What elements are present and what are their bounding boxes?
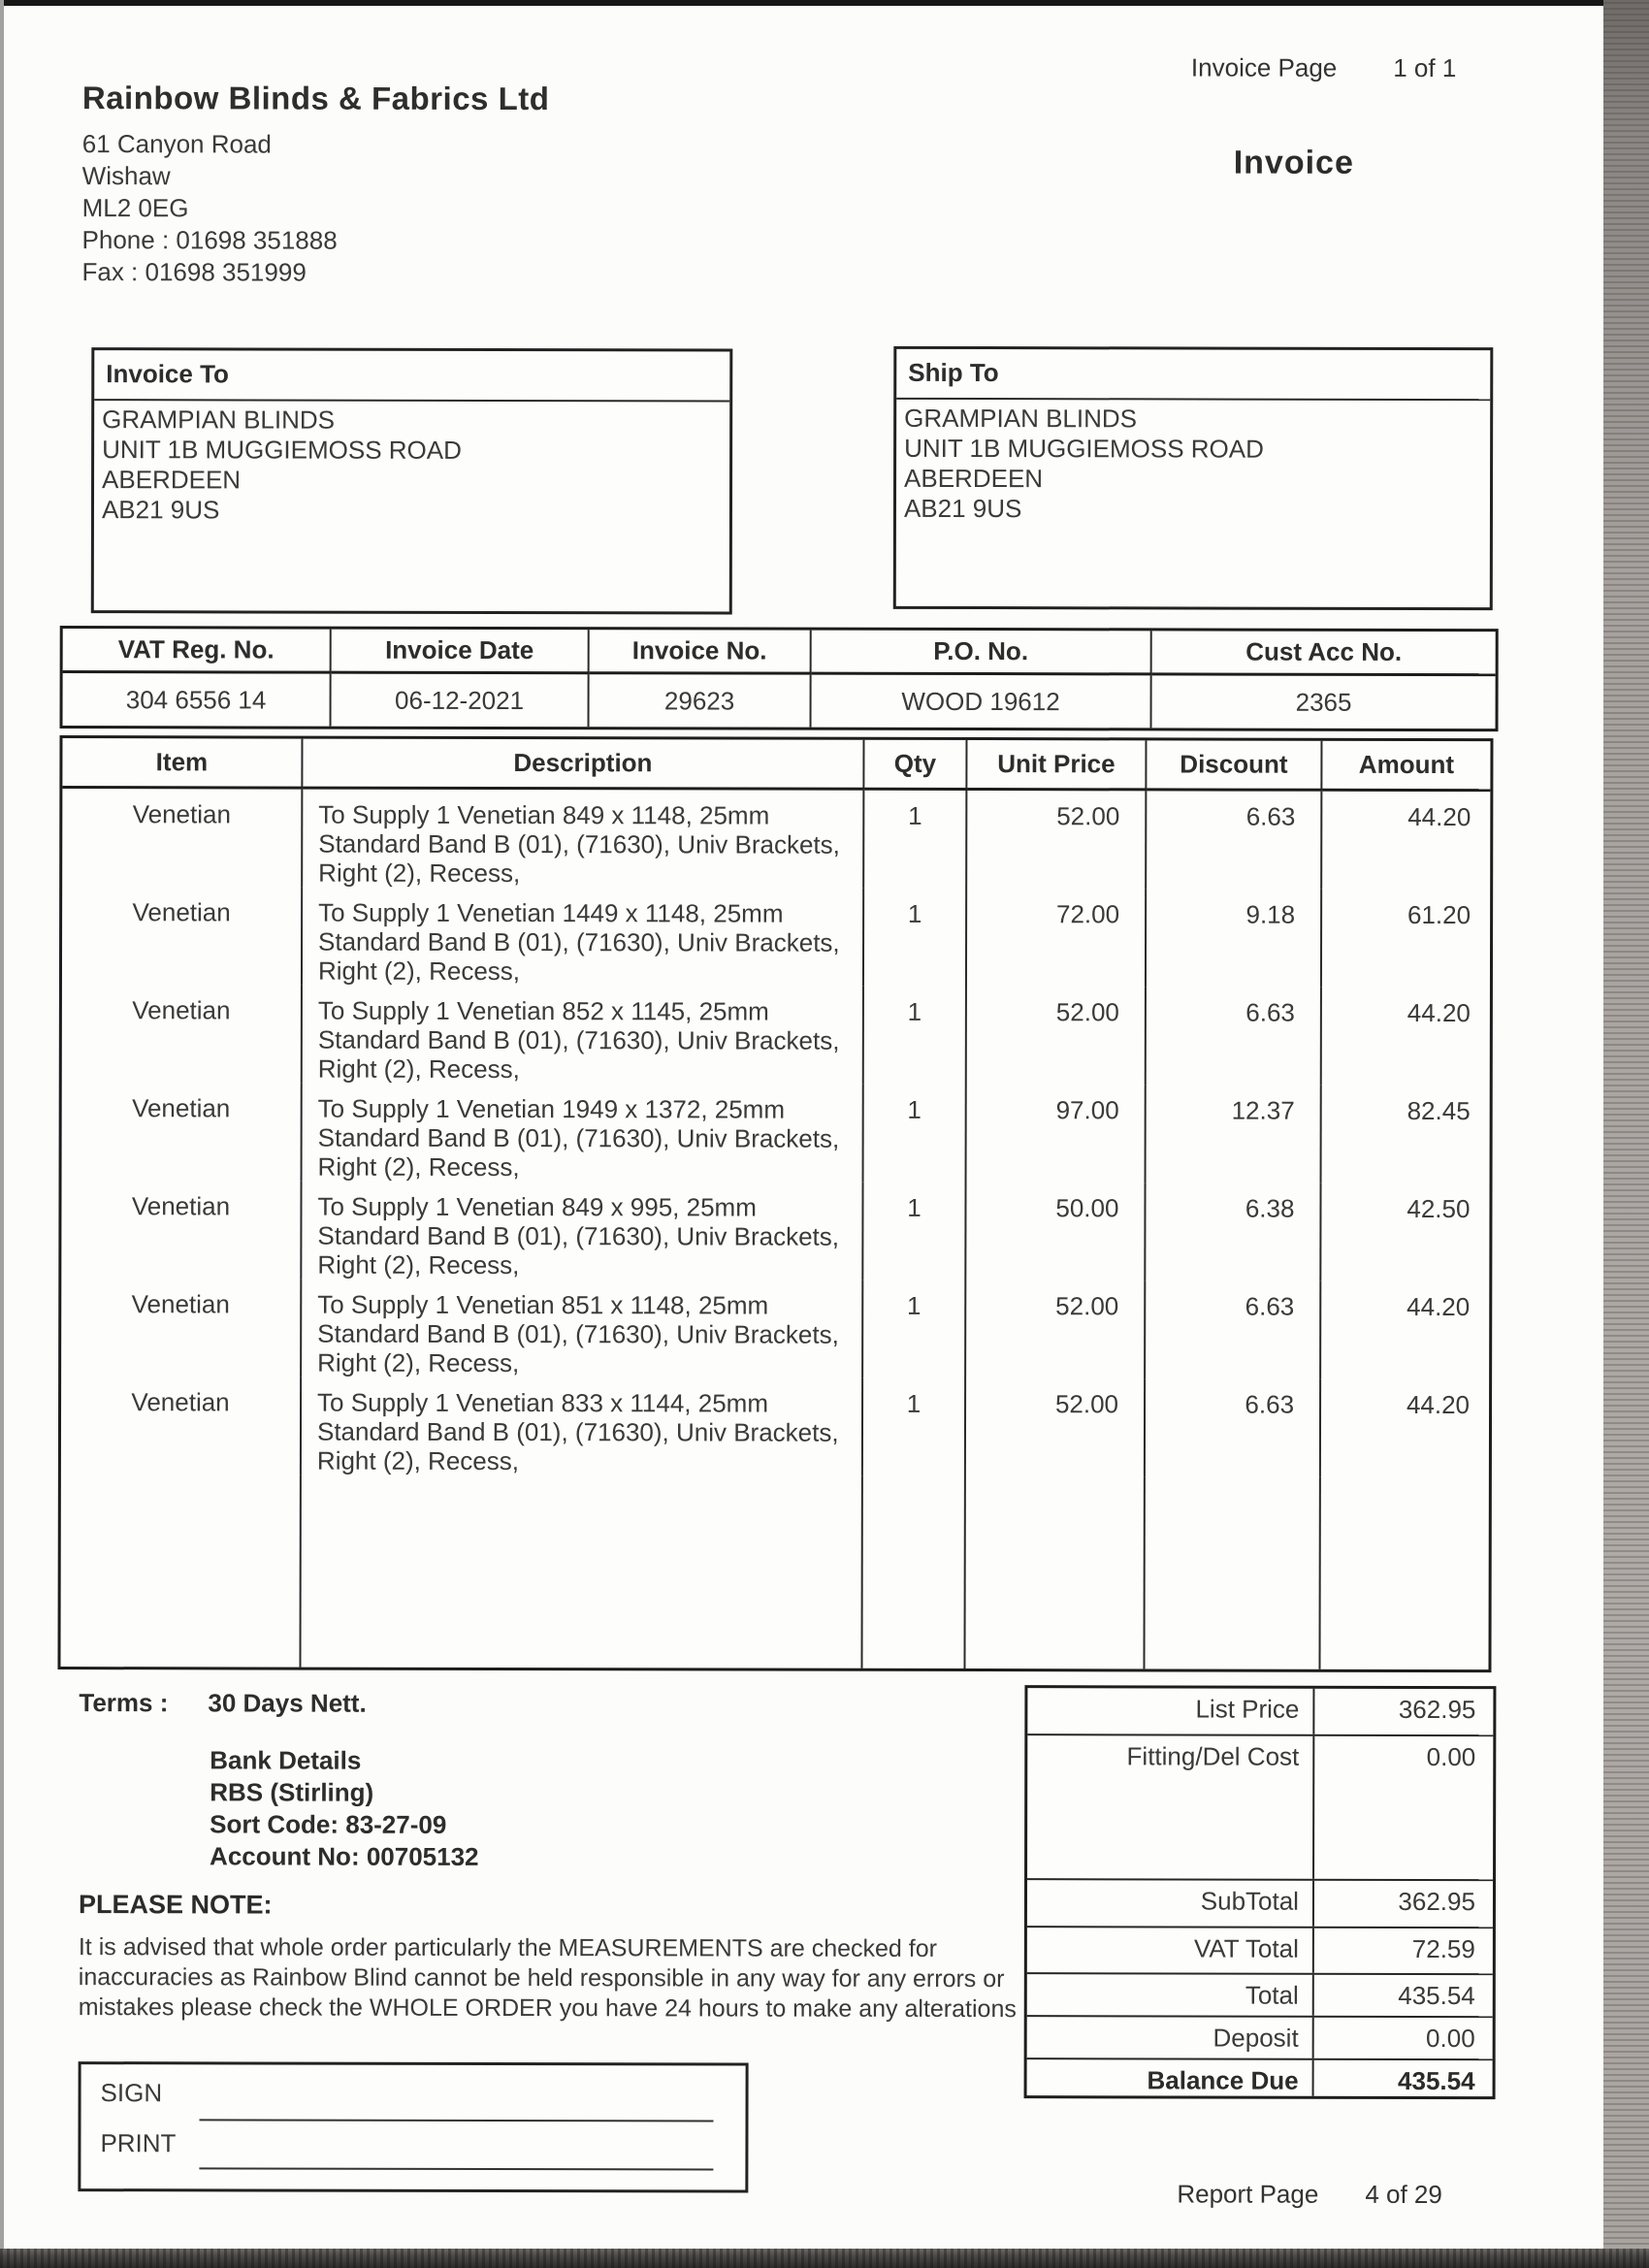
totals-value: 72.59	[1312, 1928, 1493, 1973]
totals-row-fitting-del-cost	[1027, 1735, 1493, 1881]
item-description-line: Right (2), Recess,	[316, 1445, 520, 1476]
company-fax: Fax : 01698 351999	[81, 257, 307, 287]
item-unit-price: 97.00	[967, 1085, 1147, 1183]
report-page-label: Report Page	[1177, 2179, 1319, 2209]
item-amount: 61.20	[1407, 899, 1471, 930]
item-description-line: To Supply 1 Venetian 852 x 1145, 25mm	[317, 995, 769, 1026]
item-description-line: To Supply 1 Venetian 849 x 1148, 25mm	[318, 799, 770, 830]
item-amount: 44.20	[1406, 997, 1471, 1028]
info-value-po-no: WOOD 19612	[812, 675, 1152, 729]
please-note-heading: PLEASE NOTE:	[78, 1890, 273, 1920]
item-discount: 6.63	[1147, 791, 1322, 889]
address-line: 61 Canyon Road	[81, 129, 272, 159]
totals-value: 362.95	[1312, 1881, 1493, 1927]
item-description	[303, 986, 864, 1085]
item-qty: 1	[864, 1085, 967, 1183]
totals-row-list-price	[1027, 1688, 1493, 1736]
totals-label: Balance Due	[1147, 2065, 1299, 2095]
ship-to-line: ABERDEEN	[904, 463, 1044, 494]
note-line: mistakes please check the WHOLE ORDER you have 24 hours to make any alterations	[78, 1993, 1017, 2024]
items-header-description: Description	[303, 739, 864, 791]
item-description	[302, 1280, 863, 1378]
totals-label: Total	[1245, 1981, 1299, 2011]
print-label: PRINT	[100, 2128, 177, 2158]
item-description-line: Right (2), Recess,	[317, 1347, 520, 1378]
item-amount: 42.50	[1406, 1193, 1471, 1224]
items-header-discount: Discount	[1147, 740, 1322, 791]
bank-details-heading: Bank Details	[210, 1745, 362, 1775]
totals-value: 0.00	[1312, 1736, 1493, 1880]
invoice-to-line: AB21 9US	[101, 495, 220, 525]
totals-value: 435.54	[1312, 1975, 1493, 2016]
company-phone: Phone : 01698 351888	[81, 225, 338, 255]
item-discount: 6.38	[1146, 1183, 1321, 1280]
item-unit-price: 52.00	[967, 987, 1147, 1085]
totals-label: Fitting/Del Cost	[1126, 1741, 1300, 1771]
item-description-line: Right (2), Recess,	[317, 1151, 520, 1183]
item-name: Venetian	[62, 985, 303, 1084]
totals-value: 0.00	[1312, 2018, 1493, 2058]
item-amount: 44.20	[1406, 1389, 1471, 1420]
totals-value: 435.54	[1312, 2060, 1493, 2096]
info-header-vat-reg: VAT Reg. No.	[63, 629, 332, 674]
item-description-line: Standard Band B (01), (71630), Univ Brackets,	[317, 1024, 840, 1055]
items-header-qty: Qty	[864, 740, 967, 791]
info-header-invoice-date: Invoice Date	[332, 630, 590, 675]
sign-line	[200, 2119, 714, 2122]
table-filler	[60, 1474, 301, 1668]
info-header-po-no: P.O. No.	[812, 631, 1152, 676]
invoice-to-line: GRAMPIAN BLINDS	[102, 405, 336, 435]
item-unit-price: 50.00	[966, 1183, 1146, 1280]
item-description-line: Right (2), Recess,	[317, 1249, 520, 1280]
terms-label: Terms :	[79, 1688, 169, 1718]
totals-value: 362.95	[1312, 1689, 1493, 1734]
table-filler	[965, 1476, 1145, 1669]
info-value-vat-reg: 304 6556 14	[63, 673, 332, 727]
item-discount: 12.37	[1147, 1085, 1322, 1183]
items-header-amount: Amount	[1322, 741, 1490, 792]
item-discount: 6.63	[1146, 1280, 1321, 1378]
scan-edge-right	[1603, 0, 1649, 2268]
company-address	[81, 128, 337, 289]
item-description	[303, 790, 864, 889]
ship-to-line: GRAMPIAN BLINDS	[904, 403, 1138, 434]
line-items-table	[57, 735, 1493, 1672]
invoice-page-indicator	[1191, 52, 1456, 83]
info-value-invoice-no: 29623	[590, 674, 812, 727]
item-discount: 9.18	[1147, 889, 1322, 987]
invoice-to-box	[91, 347, 733, 614]
items-header-item: Item	[62, 738, 303, 790]
item-qty: 1	[863, 1378, 966, 1476]
invoice-to-line: ABERDEEN	[102, 465, 242, 495]
bank-sort-code: Sort Code: 83-27-09	[210, 1809, 447, 1839]
invoice-info-table	[60, 626, 1499, 731]
note-line: inaccuracies as Rainbow Blind cannot be held responsible in any way for any errors or	[78, 1963, 1005, 1993]
table-filler	[862, 1476, 965, 1669]
item-unit-price: 52.00	[967, 791, 1147, 889]
item-description-line: Standard Band B (01), (71630), Univ Brackets,	[318, 926, 840, 957]
invoice-to-line: UNIT 1B MUGGIEMOSS ROAD	[102, 435, 462, 465]
please-note-text	[79, 1932, 1017, 2025]
table-filler	[1145, 1476, 1320, 1669]
document-title: Invoice	[1233, 144, 1354, 181]
item-name: Venetian	[62, 887, 303, 986]
item-discount: 6.63	[1147, 987, 1322, 1085]
item-qty: 1	[863, 1280, 966, 1378]
bank-details	[210, 1744, 479, 1873]
invoice-page-label: Invoice Page	[1190, 52, 1338, 82]
scan-edge-bottom	[0, 2249, 1649, 2268]
scan-edge-left	[0, 0, 4, 2268]
totals-table	[1024, 1685, 1497, 2099]
invoice-page-value: 1 of 1	[1393, 52, 1457, 83]
items-header-unit-price: Unit Price	[967, 740, 1147, 791]
totals-label: Deposit	[1212, 2023, 1299, 2053]
sign-label: SIGN	[100, 2078, 163, 2108]
item-description	[302, 1182, 863, 1280]
ship-to-line: AB21 9US	[903, 493, 1022, 524]
item-name: Venetian	[62, 789, 303, 888]
item-description-line: To Supply 1 Venetian 1449 x 1148, 25mm	[318, 897, 784, 928]
info-value-invoice-date: 06-12-2021	[332, 674, 590, 728]
item-name: Venetian	[62, 1083, 303, 1182]
item-description-line: To Supply 1 Venetian 851 x 1148, 25mm	[317, 1289, 769, 1320]
ship-to-address	[896, 400, 1490, 529]
item-description-line: To Supply 1 Venetian 833 x 1144, 25mm	[317, 1387, 769, 1418]
bank-account-no: Account No: 00705132	[210, 1841, 479, 1871]
invoice-to-label: Invoice To	[94, 350, 729, 402]
totals-label: SubTotal	[1200, 1886, 1300, 1916]
report-page-indicator	[1177, 2179, 1442, 2210]
item-unit-price: 52.00	[966, 1378, 1146, 1476]
item-qty: 1	[864, 889, 967, 987]
item-name: Venetian	[61, 1377, 302, 1475]
item-name: Venetian	[61, 1279, 302, 1377]
totals-row-deposit	[1027, 2017, 1493, 2060]
info-value-cust-acc: 2365	[1295, 687, 1352, 717]
item-name: Venetian	[61, 1181, 302, 1280]
item-unit-price: 72.00	[967, 889, 1147, 987]
item-description-line: Standard Band B (01), (71630), Univ Brackets,	[317, 1122, 840, 1153]
item-amount: 44.20	[1407, 801, 1471, 832]
item-description-line: Standard Band B (01), (71630), Univ Brackets,	[317, 1220, 840, 1251]
item-description-line: To Supply 1 Venetian 1949 x 1372, 25mm	[317, 1093, 786, 1124]
item-description-line: Right (2), Recess,	[317, 1053, 520, 1085]
ship-to-box	[893, 346, 1494, 610]
report-page-value: 4 of 29	[1365, 2179, 1442, 2210]
item-qty: 1	[864, 987, 967, 1085]
info-header-invoice-no: Invoice No.	[590, 630, 812, 674]
totals-label: List Price	[1195, 1694, 1300, 1724]
item-description	[303, 1084, 864, 1183]
address-line: ML2 0EG	[81, 193, 189, 223]
totals-label: VAT Total	[1193, 1933, 1299, 1963]
item-description-line: Right (2), Recess,	[317, 956, 521, 987]
item-qty: 1	[864, 791, 967, 889]
totals-row-total	[1027, 1975, 1493, 2019]
item-description-line: Standard Band B (01), (71630), Univ Brackets,	[318, 828, 840, 859]
table-filler	[301, 1475, 862, 1669]
item-description-line: To Supply 1 Venetian 849 x 995, 25mm	[317, 1191, 757, 1222]
item-amount: 82.45	[1406, 1095, 1471, 1126]
item-description	[303, 888, 864, 987]
item-description-line: Standard Band B (01), (71630), Univ Brackets,	[316, 1416, 839, 1447]
address-line: Wishaw	[81, 161, 171, 191]
terms-row	[79, 1688, 367, 1718]
print-line	[199, 2167, 713, 2170]
scan-edge-top	[0, 0, 1649, 6]
invoice-to-address	[94, 401, 729, 530]
item-description-line: Right (2), Recess,	[318, 858, 521, 889]
item-description-line: Standard Band B (01), (71630), Univ Brackets,	[317, 1318, 839, 1349]
item-description	[302, 1377, 863, 1476]
totals-row-vat-total	[1027, 1928, 1493, 1976]
table-filler	[1320, 1477, 1488, 1669]
company-name: Rainbow Blinds & Fabrics Ltd	[81, 80, 550, 117]
terms-value: 30 Days Nett.	[208, 1688, 367, 1718]
item-discount: 6.63	[1146, 1378, 1321, 1476]
bank-name: RBS (Stirling)	[210, 1777, 374, 1807]
info-header-cust-acc: Cust Acc No.	[1152, 631, 1496, 676]
totals-row-subtotal	[1027, 1880, 1493, 1928]
item-amount: 44.20	[1406, 1291, 1471, 1322]
item-unit-price: 52.00	[966, 1280, 1146, 1378]
ship-to-line: UNIT 1B MUGGIEMOSS ROAD	[904, 433, 1264, 464]
totals-row-balance-due	[1027, 2059, 1493, 2096]
signature-box	[78, 2061, 748, 2192]
note-line: It is advised that whole order particularly the MEASUREMENTS are checked for	[78, 1933, 938, 1962]
ship-to-label: Ship To	[896, 349, 1490, 401]
item-qty: 1	[863, 1183, 966, 1280]
